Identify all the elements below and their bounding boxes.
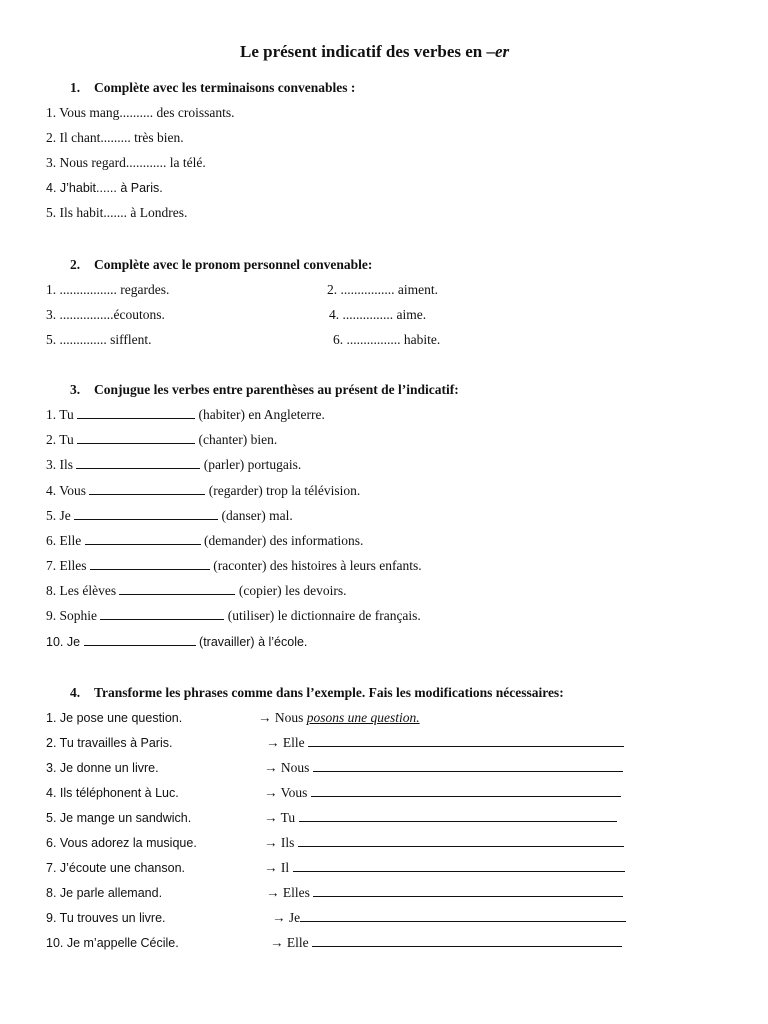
exercise-4-sentence: 5. Je mange un sandwich. bbox=[46, 811, 192, 825]
answer-blank[interactable] bbox=[100, 608, 224, 620]
exercise-4-answer bbox=[272, 910, 626, 926]
answer-blank[interactable] bbox=[85, 533, 201, 545]
exercise-4-sentence: 6. Vous adorez la musique. bbox=[46, 836, 197, 850]
arrow-subject: → Ils bbox=[264, 835, 295, 850]
answer-blank[interactable] bbox=[84, 634, 196, 646]
section-title: Complète avec le pronom personnel convenable: bbox=[94, 257, 373, 272]
exercise-3-item bbox=[46, 432, 277, 448]
exercise-2-item: 3. ................écoutons. bbox=[46, 307, 165, 322]
subject: 6. Elle bbox=[46, 533, 82, 548]
exercise-3-item bbox=[46, 583, 346, 599]
exercise-1-item: 4. J’habit...... à Paris. bbox=[46, 181, 163, 195]
subject: 3. Ils bbox=[46, 457, 73, 472]
subject: 10. Je bbox=[46, 635, 81, 649]
subject: 1. Tu bbox=[46, 407, 74, 422]
verb-hint: (chanter) bien. bbox=[198, 432, 278, 447]
answer-blank[interactable] bbox=[313, 760, 623, 772]
section-number: 2. bbox=[70, 257, 81, 272]
answer-blank[interactable] bbox=[312, 935, 622, 947]
exercise-4-sentence: 4. Ils téléphonent à Luc. bbox=[46, 786, 179, 800]
answer-blank[interactable] bbox=[90, 558, 210, 570]
exercise-1-item: 3. Nous regard............ la télé. bbox=[46, 155, 206, 170]
arrow-subject: → Nous bbox=[264, 760, 310, 775]
exercise-4-answer bbox=[264, 860, 625, 876]
section-number: 1. bbox=[70, 80, 81, 95]
answer-blank[interactable] bbox=[313, 885, 623, 897]
exercise-2-item: 2. ................ aiment. bbox=[327, 282, 438, 297]
answer-blank[interactable] bbox=[308, 735, 624, 747]
section-title: Conjugue les verbes entre parenthèses au présent de l’indicatif: bbox=[94, 382, 459, 397]
section-title: Transforme les phrases comme dans l’exemple. Fais les modifications nécessaires: bbox=[94, 685, 564, 700]
verb-hint: (regarder) trop la télévision. bbox=[208, 483, 361, 498]
exercise-2-item: 6. ................ habite. bbox=[333, 332, 441, 347]
subject: 5. Je bbox=[46, 508, 71, 523]
example-answer-text: posons une question. bbox=[306, 710, 420, 725]
exercise-3-item bbox=[46, 508, 293, 524]
answer-blank[interactable] bbox=[76, 457, 200, 469]
title-suffix: er bbox=[494, 42, 510, 61]
exercise-3-item bbox=[46, 457, 301, 473]
title-text: Le présent indicatif des verbes en – bbox=[240, 42, 495, 61]
exercise-4-answer bbox=[264, 760, 623, 776]
verb-hint: (habiter) en Angleterre. bbox=[198, 407, 325, 422]
arrow-subject: → Je bbox=[272, 910, 301, 925]
exercise-4-answer bbox=[270, 935, 622, 951]
subject: 8. Les élèves bbox=[46, 583, 117, 598]
verb-hint: (demander) des informations. bbox=[204, 533, 364, 548]
answer-blank[interactable] bbox=[119, 583, 235, 595]
exercise-4-sentence: 10. Je m’appelle Cécile. bbox=[46, 936, 179, 950]
exercise-4-sentence: 7. J’écoute une chanson. bbox=[46, 861, 185, 875]
answer-blank[interactable] bbox=[311, 785, 621, 797]
exercise-2-item: 1. ................. regardes. bbox=[46, 282, 170, 297]
exercise-4-answer bbox=[264, 785, 621, 801]
exercise-3-item bbox=[46, 533, 363, 549]
exercise-4-example-answer bbox=[258, 710, 420, 726]
answer-blank[interactable] bbox=[77, 407, 195, 419]
exercise-3-item bbox=[46, 558, 422, 574]
section-2-heading bbox=[70, 257, 372, 273]
exercise-1-item: 2. Il chant......... très bien. bbox=[46, 130, 184, 145]
arrow-subject: → Elles bbox=[266, 885, 310, 900]
section-4-heading bbox=[70, 685, 564, 701]
arrow-subject: → Il bbox=[264, 860, 290, 875]
section-number: 3. bbox=[70, 382, 81, 397]
verb-hint: (copier) les devoirs. bbox=[238, 583, 347, 598]
answer-blank[interactable] bbox=[293, 860, 625, 872]
exercise-4-answer bbox=[264, 810, 617, 826]
subject: 4. Vous bbox=[46, 483, 87, 498]
answer-blank[interactable] bbox=[299, 810, 617, 822]
answer-blank[interactable] bbox=[77, 432, 195, 444]
section-title: Complète avec les terminaisons convenables : bbox=[94, 80, 356, 95]
arrow-subject: → Elle bbox=[270, 935, 309, 950]
exercise-4-answer bbox=[266, 735, 624, 751]
exercise-4-sentence: 9. Tu trouves un livre. bbox=[46, 911, 166, 925]
arrow-subject: → Nous bbox=[258, 710, 304, 725]
exercise-4-answer bbox=[266, 885, 623, 901]
verb-hint: (danser) mal. bbox=[221, 508, 293, 523]
exercise-3-item bbox=[46, 634, 307, 650]
exercise-3-item bbox=[46, 483, 360, 499]
section-number: 4. bbox=[70, 685, 81, 700]
subject: 7. Elles bbox=[46, 558, 87, 573]
exercise-3-item bbox=[46, 407, 325, 423]
verb-hint: (raconter) des histoires à leurs enfants. bbox=[213, 558, 422, 573]
exercise-4-answer bbox=[264, 835, 624, 851]
exercise-4-example-sentence: 1. Je pose une question. bbox=[46, 711, 183, 725]
exercise-3-item bbox=[46, 608, 421, 624]
arrow-subject: → Tu bbox=[264, 810, 296, 825]
exercise-2-item: 5. .............. sifflent. bbox=[46, 332, 152, 347]
arrow-subject: → Elle bbox=[266, 735, 305, 750]
verb-hint: (utiliser) le dictionnaire de français. bbox=[227, 608, 421, 623]
section-1-heading bbox=[70, 80, 355, 96]
verb-hint: (travailler) à l’école. bbox=[199, 635, 308, 649]
exercise-1-item: 1. Vous mang.......... des croissants. bbox=[46, 105, 235, 120]
answer-blank[interactable] bbox=[300, 910, 626, 922]
answer-blank[interactable] bbox=[74, 508, 218, 520]
exercise-4-sentence: 8. Je parle allemand. bbox=[46, 886, 163, 900]
verb-hint: (parler) portugais. bbox=[203, 457, 302, 472]
answer-blank[interactable] bbox=[298, 835, 624, 847]
subject: 2. Tu bbox=[46, 432, 74, 447]
page-title bbox=[240, 44, 509, 60]
exercise-4-sentence: 3. Je donne un livre. bbox=[46, 761, 159, 775]
exercise-4-sentence: 2. Tu travailles à Paris. bbox=[46, 736, 173, 750]
subject: 9. Sophie bbox=[46, 608, 98, 623]
answer-blank[interactable] bbox=[89, 483, 205, 495]
arrow-subject: → Vous bbox=[264, 785, 308, 800]
exercise-1-item: 5. Ils habit....... à Londres. bbox=[46, 205, 188, 220]
section-3-heading bbox=[70, 382, 459, 398]
exercise-2-item: 4. ............... aime. bbox=[329, 307, 427, 322]
